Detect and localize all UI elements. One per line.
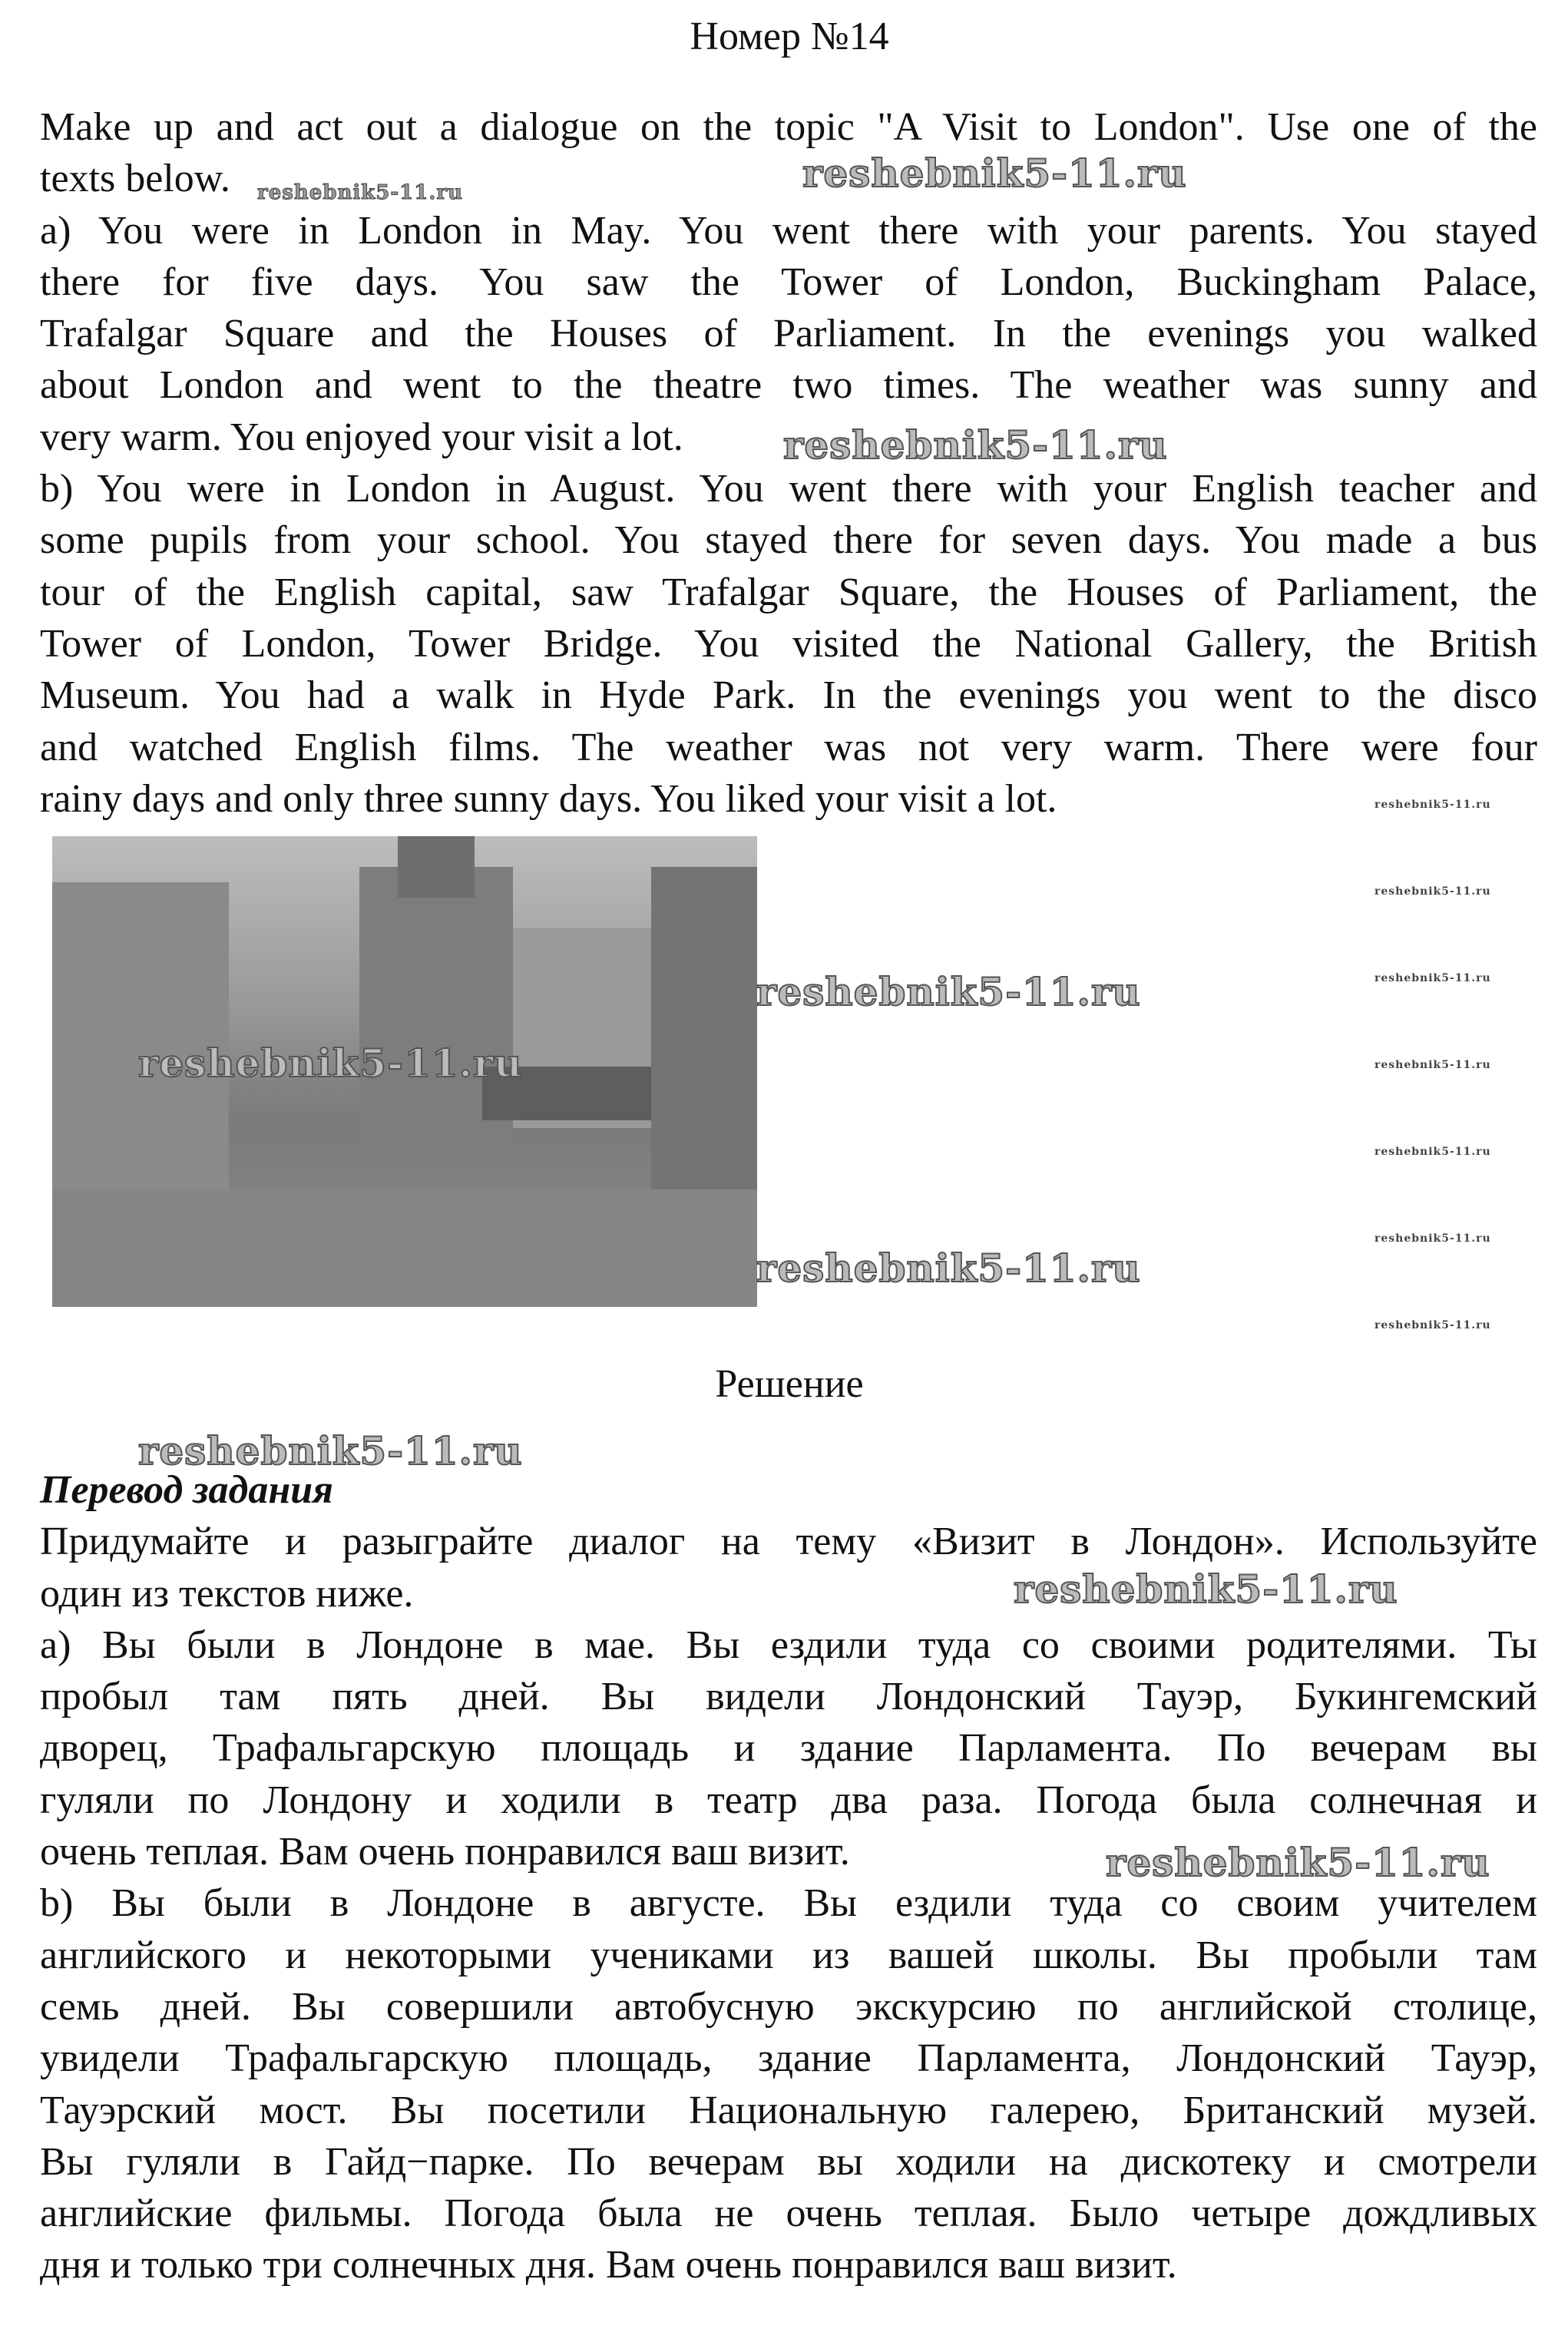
- watermark: reshebnik5-11.ru: [1374, 972, 1491, 984]
- page-title: Номер №14: [690, 15, 889, 58]
- watermark: reshebnik5-11.ru: [257, 181, 464, 204]
- translation-line: английского и некоторыми учениками из вашей школы. Вы пробыли там: [40, 1933, 1537, 1977]
- translation-line: дворец, Трафальгарскую площадь и здание Парламента. По вечерам вы: [40, 1726, 1537, 1771]
- task-line: tour of the English capital, saw Trafalgar Square, the Houses of Parliament, the: [40, 570, 1537, 614]
- watermark: reshebnik5-11.ru: [1374, 1232, 1491, 1245]
- watermark: reshebnik5-11.ru: [1106, 1840, 1490, 1885]
- watermark: reshebnik5-11.ru: [802, 151, 1187, 196]
- task-line: b) You were in London in August. You went there with your English teacher and: [40, 467, 1537, 511]
- translation-line: семь дней. Вы совершили автобусную экскурсию по английской столице,: [40, 1984, 1537, 2029]
- task-line: texts below.: [40, 157, 230, 201]
- translation-line: английские фильмы. Погода была не очень теплая. Было четыре дождливых: [40, 2191, 1537, 2236]
- watermark: reshebnik5-11.ru: [1374, 1146, 1491, 1158]
- watermark: reshebnik5-11.ru: [1014, 1566, 1398, 1612]
- translation-line: Тауэрский мост. Вы посетили Национальную галерею, Британский музей.: [40, 2088, 1537, 2132]
- watermark: reshebnik5-11.ru: [1374, 885, 1491, 898]
- translation-line: b) Вы были в Лондоне в августе. Вы ездили туда со своим учителем: [40, 1881, 1537, 1926]
- watermark: reshebnik5-11.ru: [783, 422, 1168, 468]
- task-line: there for five days. You saw the Tower of London, Buckingham Palace,: [40, 260, 1537, 304]
- translation-line: один из текстов ниже.: [40, 1571, 414, 1616]
- watermark: reshebnik5-11.ru: [1374, 799, 1491, 811]
- watermark: reshebnik5-11.ru: [138, 1428, 523, 1474]
- translation-line: пробыл там пять дней. Вы видели Лондонский Тауэр, Букингемский: [40, 1675, 1537, 1719]
- watermark: reshebnik5-11.ru: [1374, 1319, 1491, 1331]
- task-line: and watched English films. The weather was not very warm. There were four: [40, 725, 1537, 769]
- task-line: rainy days and only three sunny days. You liked your visit a lot.: [40, 776, 1057, 821]
- watermark: reshebnik5-11.ru: [756, 969, 1141, 1014]
- task-line: Tower of London, Tower Bridge. You visited the National Gallery, the British: [40, 621, 1537, 666]
- task-line: Museum. You had a walk in Hyde Park. In the evenings you went to the disco: [40, 673, 1537, 718]
- task-line: a) You were in London in May. You went there with your parents. You stayed: [40, 208, 1537, 253]
- translation-line: Вы гуляли в Гайд−парке. По вечерам вы ходили на дискотеку и смотрели: [40, 2139, 1537, 2184]
- watermark: reshebnik5-11.ru: [138, 1040, 523, 1086]
- task-line: Make up and act out a dialogue on the topic "A Visit to London". Use one of the: [40, 105, 1537, 149]
- task-line: some pupils from your school. You stayed there for seven days. You made a bus: [40, 518, 1537, 563]
- watermark: reshebnik5-11.ru: [1374, 1059, 1491, 1071]
- translation-line: a) Вы были в Лондоне в мае. Вы ездили туда со своими родителями. Ты: [40, 1622, 1537, 1667]
- task-line: very warm. You enjoyed your visit a lot.: [40, 415, 683, 459]
- task-line: Trafalgar Square and the Houses of Parliament. In the evenings you walked: [40, 312, 1537, 356]
- task-line: about London and went to the theatre two times. The weather was sunny and: [40, 363, 1537, 408]
- translation-line: увидели Трафальгарскую площадь, здание Парламента, Лондонский Тауэр,: [40, 2036, 1537, 2081]
- translation-line: очень теплая. Вам очень понравился ваш визит.: [40, 1830, 850, 1874]
- translation-heading: Перевод задания: [40, 1468, 333, 1512]
- translation-line: гуляли по Лондону и ходили в театр два раза. Погода была солнечная и: [40, 1778, 1537, 1822]
- watermark: reshebnik5-11.ru: [756, 1245, 1141, 1291]
- translation-line: Придумайте и разыграйте диалог на тему «Визит в Лондон». Используйте: [40, 1520, 1537, 1564]
- translation-line: дня и только три солнечных дня. Вам очень понравился ваш визит.: [40, 2243, 1177, 2287]
- solution-label: Решение: [715, 1362, 864, 1406]
